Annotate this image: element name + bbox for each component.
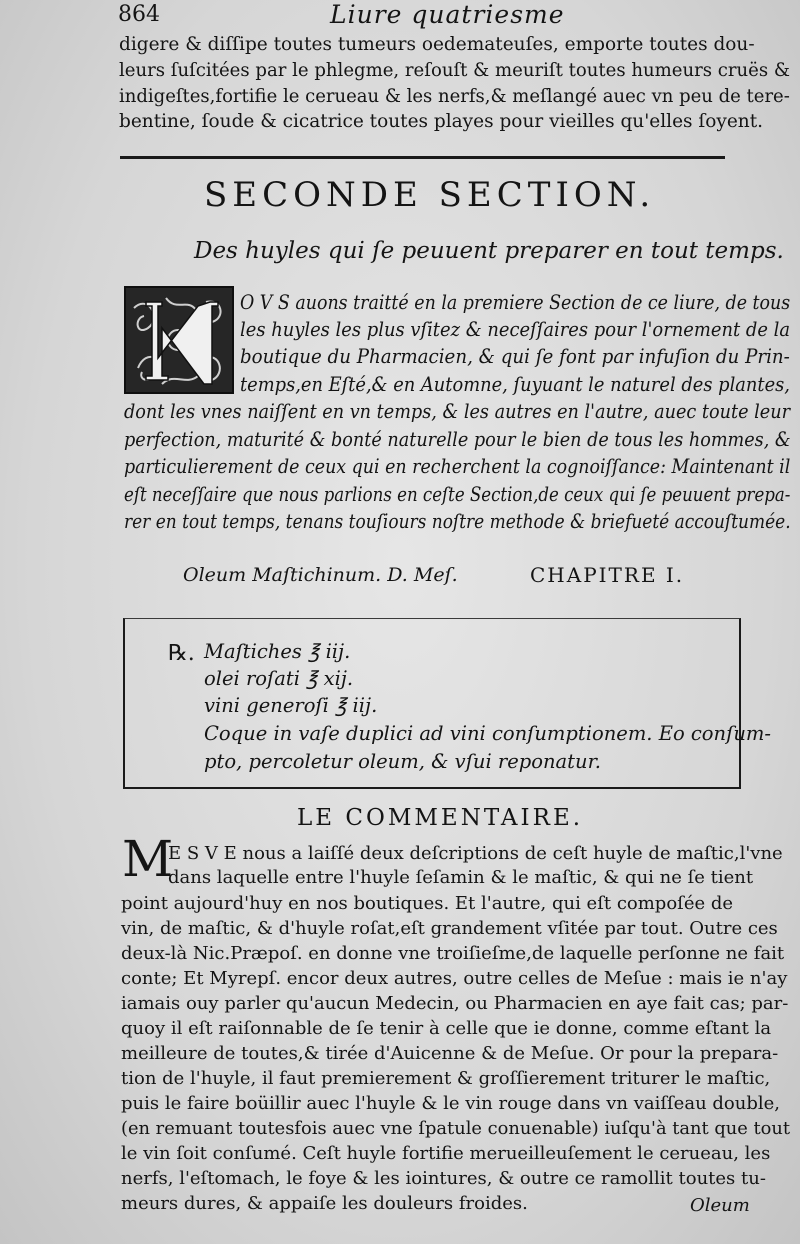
text-line: perfection, maturité & bonté naturelle pour le bien de tous les hommes, & bbox=[124, 428, 791, 451]
chapter-heading: Oleum Maſtichinum. D. Meſ. bbox=[183, 564, 458, 586]
section-title: SECONDE SECTION. bbox=[204, 175, 656, 215]
section-subtitle: Des huyles qui ſe peuuent preparer en tout temps. bbox=[194, 238, 784, 264]
text-line: tion de l'huyle, il faut premierement & groſſierement triturer le maſtic, bbox=[121, 1068, 771, 1089]
recipe-line: Coque in vaſe duplici ad vini conſumptionem. Eo conſum- bbox=[204, 722, 771, 745]
text-line: O V S auons traitté en la premiere Section de ce liure, de tous bbox=[240, 291, 791, 314]
text-line: point aujourd'huy en nos boutiques. Et l'autre, qui eſt compoſée de bbox=[121, 893, 734, 914]
text-line: bentine, ſoude & cicatrice toutes playes pour vieilles qu'elles ſoyent. bbox=[119, 111, 764, 132]
catchword: Oleum bbox=[690, 1195, 750, 1216]
text-line: dont les vnes naiſſent en vn temps, & les autres en l'autre, auec toute leur bbox=[124, 400, 791, 423]
text-line: rer en tout temps, tenans touſiours noſtre methode & briefueté accouſtumée. bbox=[124, 510, 791, 533]
text-line: dans laquelle entre l'huyle ſeſamin & le maſtic, & qui ne ſe tient bbox=[168, 867, 754, 888]
recipe-line: vini generoſi ℥ iij. bbox=[204, 694, 378, 717]
text-line: iamais ouy parler qu'aucun Medecin, ou Pharmacien en aye fait cas; par- bbox=[121, 993, 789, 1014]
text-line: quoy il eſt raiſonnable de ſe tenir à celle que ie donne, comme eſtant la bbox=[121, 1018, 772, 1039]
text-line: particulierement de ceux qui en recherchent la cognoiſſance: Maintenant il bbox=[124, 455, 791, 478]
text-line: meilleure de toutes,& tirée d'Auicenne & de Meſue. Or pour la prepara- bbox=[121, 1043, 779, 1064]
recipe-line: olei roſati ℥ xij. bbox=[204, 667, 354, 690]
text-line: puis le faire boüillir auec l'huyle & le vin rouge dans vn vaiſſeau double, bbox=[121, 1093, 780, 1114]
text-line: (en remuant toutesfois auec vne ſpatule conuenable) iuſqu'à tant que tout bbox=[121, 1118, 791, 1139]
text-line: indigeſtes,fortifie le cerueau & les nerfs,& meſlangé auec vn peu de tere- bbox=[119, 86, 790, 107]
recipe-line: pto, percoletur oleum, & vſui reponatur. bbox=[204, 750, 601, 773]
recipe-line: Maſtiches ℥ iij. bbox=[204, 640, 351, 663]
recipe-symbol: ℞. bbox=[168, 641, 195, 666]
decorated-initial bbox=[124, 286, 234, 394]
text-line: eſt neceſſaire que nous parlions en ceſte Section,de ceux qui ſe peuuent prepa- bbox=[124, 483, 791, 506]
text-line: leurs ſuſcitées par le phlegme, reſouſt & meuriſt toutes humeurs cruës & bbox=[119, 60, 791, 81]
commentary-title: LE COMMENTAIRE. bbox=[297, 805, 584, 831]
text-line: meurs dures, & appaiſe les douleurs froides. bbox=[121, 1193, 528, 1214]
chapter-number: CHAPITRE I. bbox=[530, 563, 685, 587]
text-line: nerfs, l'eſtomach, le foye & les iointures, & outre ce ramollit toutes tu- bbox=[121, 1168, 766, 1189]
running-title: Liure quatriesme bbox=[330, 0, 565, 29]
divider-rule bbox=[120, 156, 725, 159]
text-line: conte; Et Myrepſ. encor deux autres, outre celles de Meſue : mais ie n'ay bbox=[121, 968, 788, 989]
page-number: 864 bbox=[118, 2, 160, 27]
text-line: le vin ſoit conſumé. Ceſt huyle fortifie merueilleuſement le cerueau, les bbox=[121, 1143, 771, 1164]
commentary-initial: M bbox=[122, 830, 174, 888]
floral-ornament-icon bbox=[126, 288, 232, 392]
text-line: digere & diſſipe toutes tumeurs oedemateuſes, emporte toutes dou- bbox=[119, 34, 755, 55]
text-line: les huyles les plus vſitez & neceſſaires pour l'ornement de la bbox=[240, 318, 791, 341]
text-line: temps,en Eſté,& en Automne, ſuyuant le naturel des plantes, bbox=[240, 373, 790, 396]
text-line: boutique du Pharmacien, & qui ſe font par infuſion du Prin- bbox=[240, 345, 790, 368]
text-line: vin, de maſtic, & d'huyle roſat,eſt grandement vſitée par tout. Outre ces bbox=[121, 918, 778, 939]
text-line: deux-là Nic.Præpoſ. en donne vne troiſieſme,de laquelle perſonne ne fait bbox=[121, 943, 785, 964]
text-line: E S V E nous a laiſſé deux deſcriptions de ceſt huyle de maſtic,l'vne bbox=[168, 843, 783, 864]
